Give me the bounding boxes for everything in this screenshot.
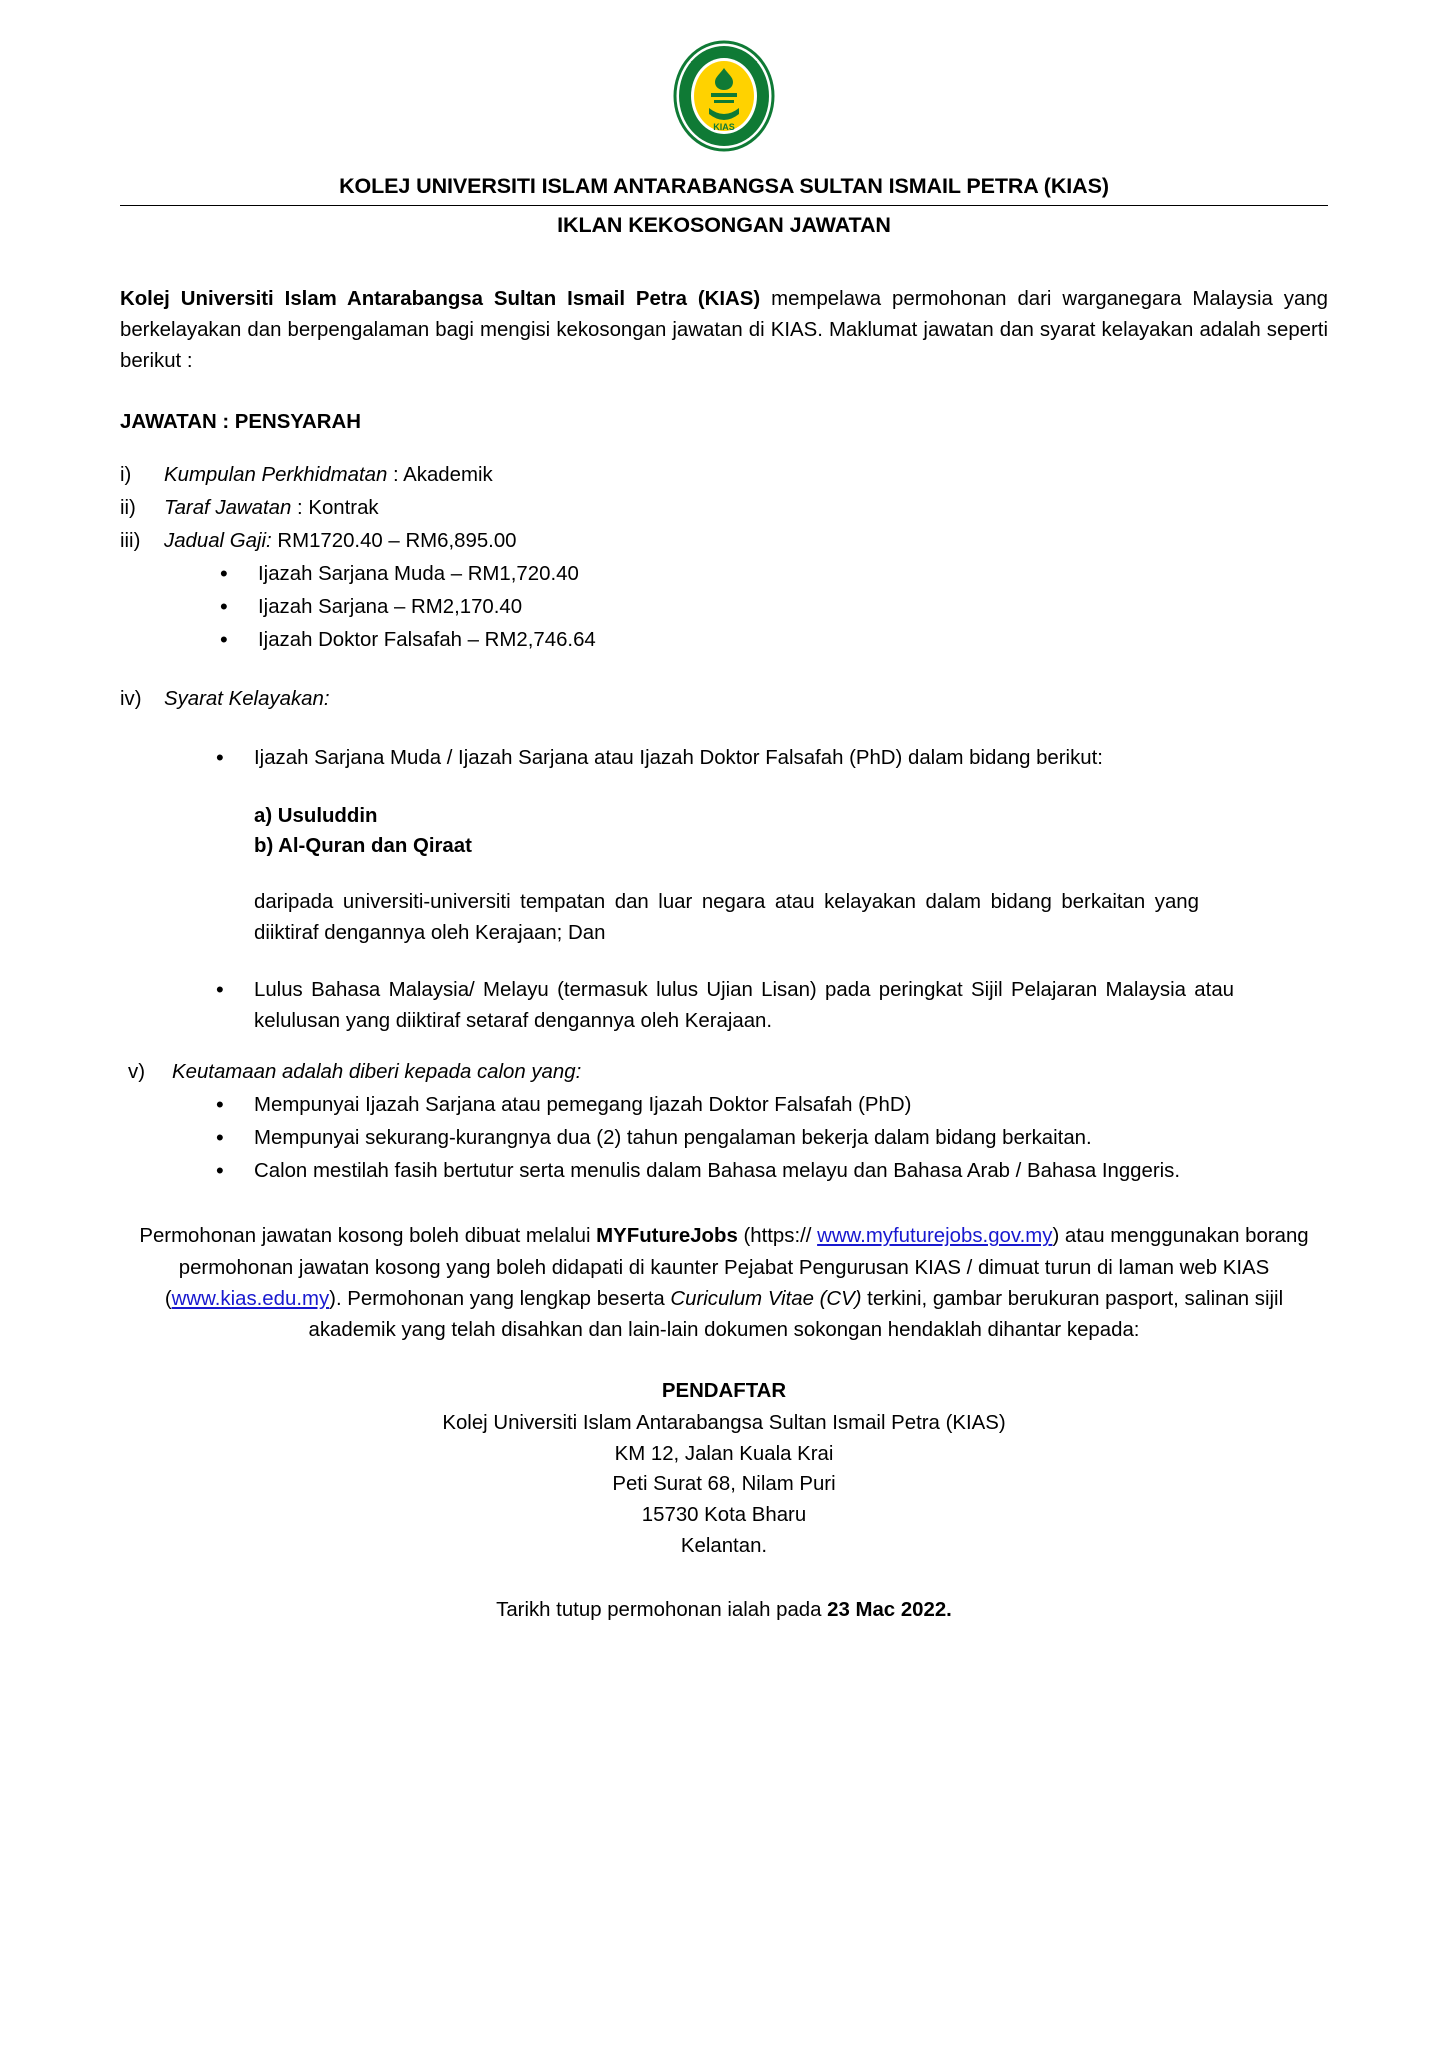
address-heading: PENDAFTAR: [661, 1379, 787, 1402]
document-header: [120, 172, 1328, 206]
qualification-bullet-1: Ijazah Sarjana Muda / Ijazah Sarjana atau Ijazah Doktor Falsafah (PhD) dalam bidang berikut:: [254, 747, 1103, 770]
intro-bold-lead: Kolej Universiti Islam Antarabangsa Sultan Ismail Petra (KIAS): [120, 288, 761, 311]
keutamaan-block: [128, 1057, 1328, 1088]
marker-v: v): [128, 1061, 145, 1084]
application-part3: ) atau menggunakan borang permohonan jawatan kosong yang boleh didapati di kaunter Pejabat Pengurusan KIAS / dimuat turun di laman web KIAS (: [164, 1225, 1309, 1310]
address-line-4: 15730 Kota Bharu: [641, 1503, 807, 1526]
list-item-taraf-jawatan: [120, 493, 1328, 524]
details-list: [120, 460, 1328, 557]
closing-date: 23 Mac 2022.: [827, 1599, 952, 1622]
value-jadual-gaji: RM1720.40 – RM6,895.00: [271, 530, 517, 553]
application-part1: Permohonan jawatan kosong boleh dibuat melalui: [139, 1225, 597, 1248]
portal-name: MYFutureJobs: [596, 1225, 738, 1248]
label-taraf-jawatan: Taraf Jawatan: [164, 497, 292, 520]
list-item: [216, 975, 1328, 1037]
closing-line: [120, 1595, 1328, 1626]
kias-website-link[interactable]: www.kias.edu.my: [171, 1287, 330, 1310]
bullet-icon: •: [216, 1158, 224, 1184]
salary-bullet-1: Ijazah Sarjana Muda – RM1,720.40: [258, 563, 579, 586]
application-part2: (https://: [737, 1225, 818, 1248]
syarat-kelayakan-block: [120, 684, 1328, 715]
qualification-bullet-list: [216, 743, 1328, 774]
marker-ii: ii): [120, 497, 136, 520]
salary-bullet-list: [220, 559, 1328, 656]
list-item: [216, 743, 1328, 774]
address-line-2: KM 12, Jalan Kuala Krai: [614, 1442, 834, 1465]
logo-container: [120, 38, 1328, 154]
myfuturejobs-link[interactable]: www.myfuturejobs.gov.my: [817, 1225, 1053, 1248]
qualification-bullet-2: Lulus Bahasa Malaysia/ Melayu (termasuk lulus Ujian Lisan) pada peringkat Sijil Pelajaran Malaysia atau kelulusan yang diiktiraf setaraf dengannya oleh Kerajaan.: [254, 979, 1234, 1033]
preference-bullet-list: [216, 1090, 1328, 1187]
marker-iii: iii): [120, 530, 141, 553]
salary-bullet-3: Ijazah Doktor Falsafah – RM2,746.64: [258, 629, 596, 652]
label-syarat-kelayakan: Syarat Kelayakan:: [164, 688, 330, 711]
address-line-1: Kolej Universiti Islam Antarabangsa Sultan Ismail Petra (KIAS): [442, 1412, 1006, 1435]
list-item: [216, 1156, 1328, 1187]
marker-i: i): [120, 464, 132, 487]
cv-italic: Curiculum Vitae (CV): [670, 1287, 862, 1310]
label-jadual-gaji: Jadual Gaji:: [164, 530, 272, 553]
bullet-icon: •: [216, 1125, 224, 1151]
value-taraf-jawatan: : Kontrak: [291, 497, 379, 520]
organisation-title: KOLEJ UNIVERSITI ISLAM ANTARABANGSA SULTAN ISMAIL PETRA (KIAS): [339, 174, 1109, 198]
preference-bullet-3: Calon mestilah fasih bertutur serta menulis dalam Bahasa melayu dan Bahasa Arab / Bahasa Inggeris.: [254, 1160, 1181, 1183]
label-kumpulan-perkhidmatan: Kumpulan Perkhidmatan: [164, 464, 388, 487]
bullet-icon: •: [220, 561, 228, 587]
document-body: [120, 284, 1328, 1626]
bullet-icon: •: [220, 594, 228, 620]
bullet-icon: •: [220, 627, 228, 653]
application-part5: terkini, gambar berukuran pasport, salinan sijil akademik yang telah disahkan dan lain-lain dokumen sokongan hendaklah dihantar kepada:: [308, 1287, 1284, 1341]
list-item: [216, 1123, 1328, 1154]
intro-paragraph: [120, 284, 1328, 377]
qualification-note: daripada universiti-universiti tempatan dan luar negara atau kelayakan dalam bidang berkaitan yang diiktiraf dengannya oleh Kerajaan; Dan: [254, 891, 1199, 945]
marker-iv: iv): [120, 688, 142, 711]
list-item: [220, 559, 1328, 590]
value-kumpulan-perkhidmatan: : Akademik: [387, 464, 493, 487]
list-item-jadual-gaji: [120, 526, 1328, 557]
list-item-syarat-kelayakan: [120, 684, 1328, 715]
list-item: [216, 1090, 1328, 1121]
bullet-icon: •: [216, 745, 224, 771]
label-keutamaan: Keutamaan adalah diberi kepada calon yang:: [172, 1061, 582, 1084]
application-part4: ). Permohonan yang lengkap beserta: [329, 1287, 671, 1310]
svg-text:KIAS: KIAS: [713, 122, 735, 132]
preference-bullet-1: Mempunyai Ijazah Sarjana atau pemegang Ijazah Doktor Falsafah (PhD): [254, 1094, 912, 1117]
address-line-5: Kelantan.: [680, 1534, 768, 1557]
closing-text: Tarikh tutup permohonan ialah pada: [496, 1599, 828, 1622]
address-line-3: Peti Surat 68, Nilam Puri: [612, 1473, 836, 1496]
list-item-kumpulan-perkhidmatan: [120, 460, 1328, 491]
salary-bullet-2: Ijazah Sarjana – RM2,170.40: [258, 596, 523, 619]
preference-bullet-2: Mempunyai sekurang-kurangnya dua (2) tahun pengalaman bekerja dalam bidang berkaitan.: [254, 1127, 1092, 1150]
advertisement-title: IKLAN KEKOSONGAN JAWATAN: [557, 213, 891, 238]
kias-crest-logo: [671, 38, 777, 154]
qualification-bullet-list-2: [216, 975, 1328, 1037]
list-item: [220, 592, 1328, 623]
list-item: [220, 625, 1328, 656]
bullet-icon: •: [216, 977, 224, 1003]
position-heading: JAWATAN : PENSYARAH: [120, 411, 361, 434]
list-item-keutamaan: [128, 1057, 1328, 1088]
field-option-a: a) Usuluddin: [254, 805, 378, 828]
intro-rest: mempelawa permohonan dari warganegara Malaysia yang berkelayakan dan berpengalaman bagi mengisi kekosongan jawatan di KIAS. Maklumat jawatan dan syarat kelayakan adalah seperti berikut :: [120, 288, 1328, 373]
application-paragraph: [120, 1221, 1328, 1345]
field-option-b: b) Al-Quran dan Qiraat: [254, 834, 472, 857]
address-block: [120, 1376, 1328, 1562]
bullet-icon: •: [216, 1092, 224, 1118]
